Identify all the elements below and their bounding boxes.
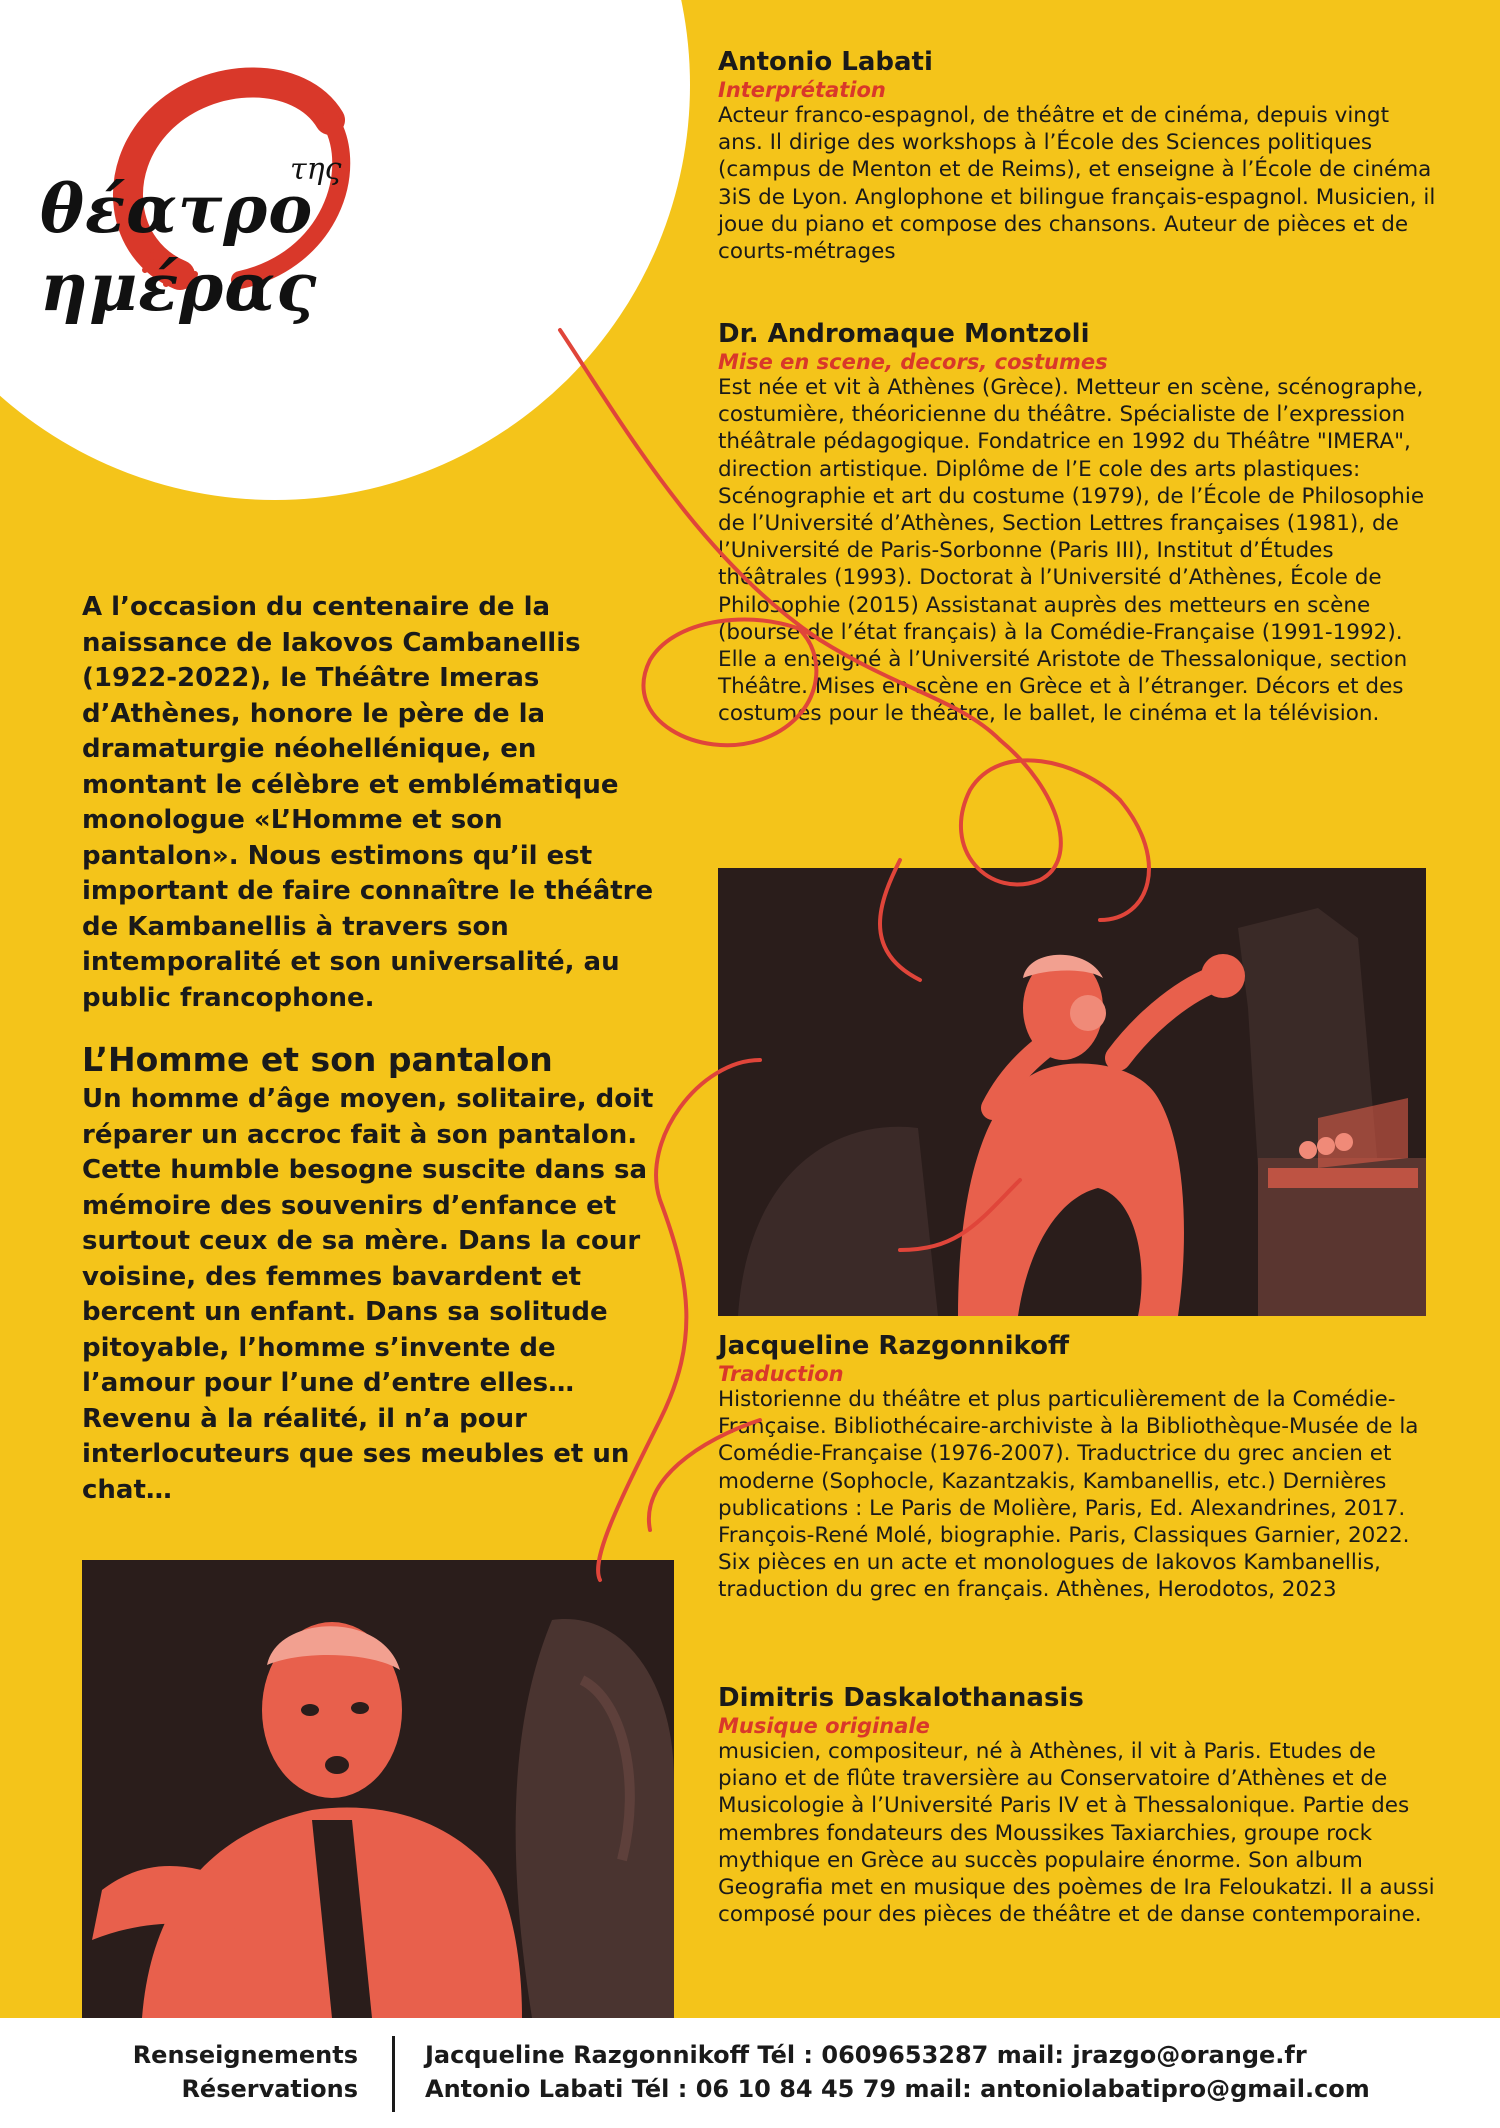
intro-paragraph: A l’occasion du centenaire de la naissance de Iakovos Cambanellis (1922-2022), le Théâtre Imeras d’Athènes, honore le père de la dramaturgie néohellénique, en montant le célèbre et emblématique monologue «L’Homme et son pantalon». Nous estimons qu’il est important de faire connaître le théâtre de Kambanellis à travers son intemporalité et son universalité, au public francophone. bbox=[82, 592, 654, 1013]
bio-dimitris-daskalothanasis bbox=[718, 1682, 1438, 1928]
footer-label-booking: Réservations bbox=[181, 2075, 358, 2103]
logo-main-text: θέατρο ημέρας bbox=[40, 170, 318, 326]
bio-antonio-labati bbox=[718, 46, 1438, 265]
footer-labels bbox=[133, 2038, 358, 2106]
bio-name: Jacqueline Razgonnikoff bbox=[718, 1331, 1070, 1361]
bio-text: Historienne du théâtre et plus particulièrement de la Comédie-Française. Bibliothécaire-archiviste à la Bibliothèque-Musée de la Comédie-Française (1976-2007). Traductrice du grec ancien et moderne (Sophocle, Kazantzakis, Kambanellis, etc.) Dernières publications : Le Paris de Molière, Paris, Ed. Alexandrines, 2017. François-René Molé, biographie. Paris, Classiques Garnier, 2022. Six pièces en un acte et monologues de Iakovos Kambanellis, traduction du grec en français. Athènes, Herodotos, 2023 bbox=[718, 1387, 1419, 1603]
footer-contact-antonio[interactable]: Antonio Labati Tél : 06 10 84 45 79 mail: antoniolabatipro@gmail.com bbox=[425, 2075, 1370, 2103]
bio-jacqueline-razgonnikoff bbox=[718, 1330, 1438, 1604]
footer-label-info: Renseignements bbox=[132, 2041, 358, 2069]
bio-role: Traduction bbox=[718, 1362, 844, 1386]
bio-name: Dr. Andromaque Montzoli bbox=[718, 319, 1090, 349]
theatre-logo bbox=[30, 60, 550, 326]
footer-divider bbox=[392, 2036, 395, 2112]
footer-contact-jacqueline[interactable]: Jacqueline Razgonnikoff Tél : 0609653287 mail: jrazgo@orange.fr bbox=[425, 2041, 1307, 2069]
bio-name: Dimitris Daskalothanasis bbox=[718, 1683, 1084, 1713]
play-title: L’Homme et son pantalon bbox=[82, 1040, 553, 1079]
bio-andromaque-montzoli bbox=[718, 318, 1438, 728]
footer-contact-bar bbox=[0, 2018, 1500, 2128]
actor-photo-sewing bbox=[718, 868, 1426, 1316]
bio-name: Antonio Labati bbox=[718, 47, 933, 77]
bio-role: Mise en scene, decors, costumes bbox=[718, 350, 1108, 374]
logo-small-text: της bbox=[290, 152, 342, 187]
footer-contacts bbox=[425, 2038, 1370, 2106]
play-description: Un homme d’âge moyen, solitaire, doit réparer un accroc fait à son pantalon. Cette humble besogne suscite dans sa mémoire des souvenirs d’enfance et surtout ceux de sa mère. Dans la cour voisine, des femmes bavardent et bercent un enfant. Dans sa solitude pitoyable, l’homme s’invente de l’amour pour l’une d’entre elles… Revenu à la réalité, il n’a pour interlocuteurs que ses meubles et un chat… bbox=[82, 1084, 654, 1505]
bio-text: Est née et vit à Athènes (Grèce). Metteur en scène, scénographe, costumière, théoricienne du théâtre. Spécialiste de l’expression théâtrale pédagogique. Fondatrice en 1992 du Théâtre "IMERA", direction artistique. Diplôme de l’E cole des arts plastiques: Scénographie et art du costume (1979), de l’École de Philosophie de l’Université d’Athènes, Section Lettres françaises (1981), de l’Université de Paris-Sorbonne (Paris III), Institut d’Études théâtrales (1993). Doctorat à l’Université d’Athènes, École de Philosophie (2015) Assistanat auprès des metteurs en scène (bourse de l’état français) à la Comédie-Française (1991-1992). Elle a enseigné à l’Université Aristote de Thessalonique, section Théâtre. Mises en scène en Grèce et à l’étranger. Décors et des costumes pour le théâtre, le ballet, le cinéma et la télévision. bbox=[718, 375, 1425, 727]
bio-text: Acteur franco-espagnol, de théâtre et de cinéma, depuis vingt ans. Il dirige des workshops à l’École des Sciences politiques (campus de Menton et de Reims), et enseigne à l’École de cinéma 3iS de Lyon. Anglophone et bilingue français-espagnol. Musicien, il joue du piano et compose des chansons. Auteur de pièces et de courts-métrages bbox=[718, 103, 1436, 265]
bio-role: Interprétation bbox=[718, 78, 886, 102]
bio-text: musicien, compositeur, né à Athènes, il vit à Paris. Etudes de piano et de flûte traversière au Conservatoire d’Athènes et de Musicologie à l’Université Paris IV et à Thessalonique. Partie des membres fondateurs des Moussikes Taxiarchies, groupe rock mythique en Grèce au succès populaire énorme. Son album Geografia met en musique des poèmes de Ira Feloukatzi. Il a aussi composé pour des pièces de théâtre et de danse contemporaine. bbox=[718, 1739, 1435, 1928]
bio-role: Musique originale bbox=[718, 1714, 930, 1738]
actor-photo-portrait bbox=[82, 1560, 674, 2018]
